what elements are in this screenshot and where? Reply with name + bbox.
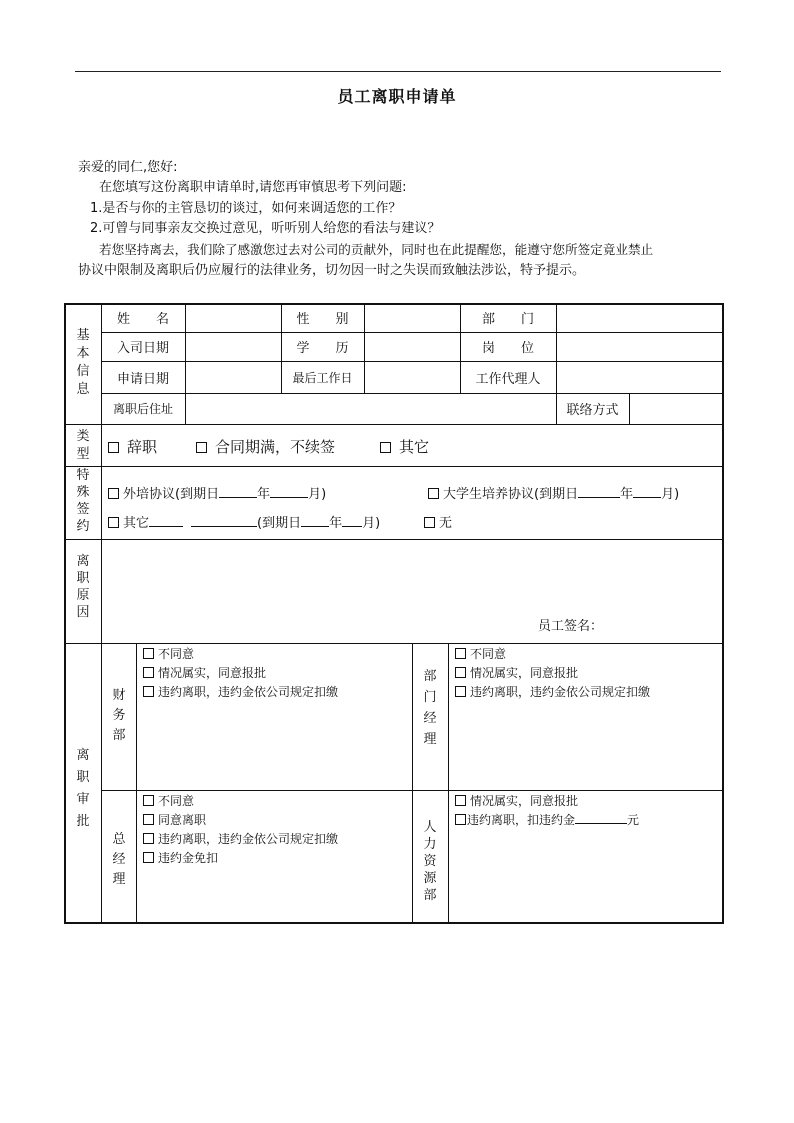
checkbox-icon <box>455 667 466 678</box>
section-special-agreement: 特殊签约 <box>76 468 90 534</box>
label-address-after-leave: 离职后住址 <box>112 402 173 416</box>
section-leave-reason: 离职原因 <box>76 554 90 620</box>
checkbox-icon <box>428 488 439 499</box>
dept-option-approve[interactable]: 情况属实，同意报批 <box>455 664 578 682</box>
checkbox-icon <box>143 795 154 806</box>
checkbox-icon <box>455 648 466 659</box>
label-work-agent: 工作代理人 <box>475 371 541 387</box>
intro-greeting: 亲爱的同仁,您好: <box>78 160 178 175</box>
gm-option-breach[interactable]: 违约离职，违约金依公司规定扣缴 <box>143 830 338 848</box>
document-title: 员工离职申请单 <box>337 87 457 106</box>
special-college-agreement[interactable]: 大学生培养协议(到期日 年 月) <box>428 483 679 502</box>
dept-manager-label: 部门经理 <box>423 669 437 747</box>
leave-reason-field[interactable] <box>102 541 722 641</box>
finance-option-disagree[interactable]: 不同意 <box>143 645 194 663</box>
label-last-work-day: 最后工作日 <box>292 370 353 385</box>
finance-option-approve[interactable]: 情况属实，同意报批 <box>143 664 266 682</box>
label-gender: 性 别 <box>296 312 349 327</box>
header-rule <box>75 71 721 72</box>
checkbox-icon <box>108 442 119 453</box>
dept-option-breach[interactable]: 违约离职，违约金依公司规定扣缴 <box>455 683 650 701</box>
join-date-field[interactable] <box>186 332 281 361</box>
section-type: 类型 <box>76 429 90 462</box>
section-basic-info: 基本信息 <box>76 328 90 397</box>
label-department: 部 门 <box>481 312 534 327</box>
apply-date-field[interactable] <box>186 361 281 393</box>
hr-option-deduct[interactable]: 违约离职，扣违约金 元 <box>455 811 639 829</box>
contact-field[interactable] <box>630 393 723 424</box>
gender-field[interactable] <box>365 303 460 332</box>
checkbox-icon <box>143 852 154 863</box>
label-name: 姓 名 <box>116 312 169 327</box>
special-none[interactable]: 无 <box>424 512 452 531</box>
intro-paragraph-line-2: 协议中限制及离职后仍应履行的法律业务，切勿因一时之失误而致触法涉讼，特予提示。 <box>78 263 586 278</box>
address-field[interactable] <box>186 393 556 424</box>
gm-option-approve[interactable]: 同意离职 <box>143 811 206 829</box>
work-agent-field[interactable] <box>557 361 723 393</box>
checkbox-icon <box>455 814 466 825</box>
type-option-contract-end[interactable]: 合同期满，不续签 <box>196 436 335 457</box>
special-training-agreement[interactable]: 外培协议(到期日 年 月) <box>108 483 326 502</box>
gm-option-waive[interactable]: 违约金免扣 <box>143 849 218 867</box>
hr-dept-label: 人力资源部 <box>423 820 437 903</box>
last-work-day-field[interactable] <box>365 361 460 393</box>
label-position: 岗 位 <box>481 341 534 356</box>
intro-question-1: 1.是否与你的主管恳切的谈过，如何来调适您的工作？ <box>90 201 402 216</box>
education-field[interactable] <box>365 332 460 361</box>
label-join-date: 入司日期 <box>116 341 169 356</box>
type-option-other[interactable]: 其它 <box>380 436 429 457</box>
employee-signature-label: 员工签名： <box>538 619 604 634</box>
intro-paragraph-line-1: 若您坚持离去，我们除了感激您过去对公司的贡献外，同时也在此提醒您，能遵守您所签定竟业禁止 <box>99 242 654 257</box>
checkbox-icon <box>108 488 119 499</box>
checkbox-icon <box>424 517 435 528</box>
label-apply-date: 申请日期 <box>116 371 169 387</box>
checkbox-icon <box>196 442 207 453</box>
section-approval: 离职审批 <box>76 748 90 829</box>
checkbox-icon <box>455 795 466 806</box>
label-education: 学 历 <box>296 341 349 356</box>
special-other-agreement[interactable]: 其它 (到期日 年 月) <box>108 512 380 531</box>
type-option-resign[interactable]: 辞职 <box>108 436 157 457</box>
checkbox-icon <box>143 833 154 844</box>
checkbox-icon <box>143 686 154 697</box>
checkbox-icon <box>143 667 154 678</box>
general-manager-label: 总经理 <box>112 832 126 887</box>
checkbox-icon <box>143 648 154 659</box>
checkbox-icon <box>380 442 391 453</box>
checkbox-icon <box>455 686 466 697</box>
dept-option-disagree[interactable]: 不同意 <box>455 645 506 663</box>
name-field[interactable] <box>186 303 281 332</box>
hr-option-approve[interactable]: 情况属实，同意报批 <box>455 792 578 810</box>
label-contact: 联络方式 <box>566 403 619 418</box>
intro-question-2: 2.可曾与同事亲友交换过意见，听听别人给您的看法与建议？ <box>90 221 441 236</box>
position-field[interactable] <box>557 332 723 361</box>
finance-option-breach[interactable]: 违约离职，违约金依公司规定扣缴 <box>143 683 338 701</box>
gm-option-disagree[interactable]: 不同意 <box>143 792 194 810</box>
checkbox-icon <box>108 517 119 528</box>
department-field[interactable] <box>557 303 723 332</box>
finance-dept-label: 财务部 <box>112 688 126 743</box>
checkbox-icon <box>143 814 154 825</box>
intro-line: 在您填写这份离职申请单时,请您再审慎思考下列问题: <box>99 180 407 195</box>
